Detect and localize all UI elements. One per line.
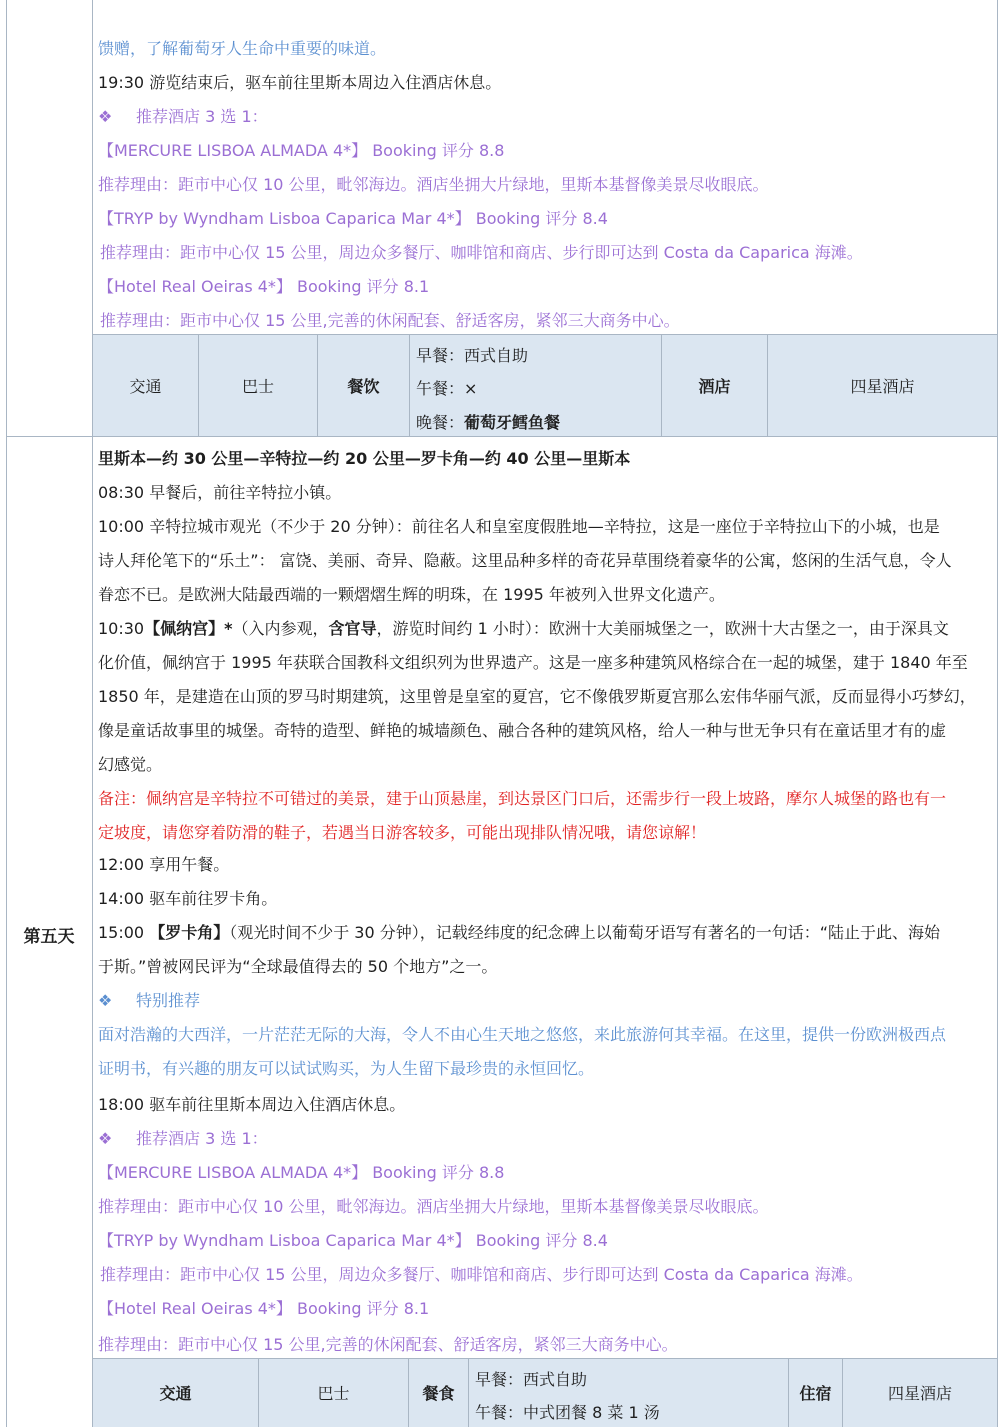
meal-list bbox=[469, 1358, 789, 1427]
hotel-name: 【Hotel Real Oeiras 4*】 Booking 评分 8.1 bbox=[98, 1299, 430, 1318]
text-line: 19:30 游览结束后，驱车前往里斯本周边入住酒店休息。 bbox=[98, 73, 502, 92]
hotel-name: 【MERCURE LISBOA ALMADA 4*】 Booking 评分 8.8 bbox=[98, 1163, 505, 1182]
hotel-reason: 推荐理由：距市中心仅 15 公里,完善的休闲配套、舒适客房，紧邻三大商务中心。 bbox=[100, 311, 680, 330]
text-line: 10:00 辛特拉城市观光（不少于 20 分钟）：前往名人和皇室度假胜地—辛特拉，这是一座位于辛特拉山下的小城，也是 bbox=[98, 517, 940, 536]
text-line: 14:00 驱车前往罗卡角。 bbox=[98, 889, 278, 908]
hotel-recommend-title: ❖ 推荐酒店 3 选 1： bbox=[98, 1129, 268, 1148]
hotel-reason: 推荐理由：距市中心仅 15 公里，周边众多餐厅、咖啡馆和商店、步行即可达到 Costa da Caparica 海滩。 bbox=[100, 1265, 863, 1284]
info-bar bbox=[93, 1358, 997, 1427]
hotel-reason: 推荐理由：距市中心仅 15 公里，周边众多餐厅、咖啡馆和商店、步行即可达到 Costa da Caparica 海滩。 bbox=[100, 243, 863, 262]
row-separator bbox=[6, 436, 998, 437]
lunch: 午餐：中式团餐 8 菜 1 汤 bbox=[475, 1403, 660, 1422]
diamond-bullet-icon: ❖ bbox=[98, 991, 113, 1010]
meal-label: 餐食 bbox=[409, 1358, 469, 1427]
breakfast: 早餐：西式自助 bbox=[416, 346, 529, 365]
text-line: 眷恋不已。是欧洲大陆最西端的一颗熠熠生辉的明珠，在 1995 年被列入世界文化遗产。 bbox=[98, 585, 725, 604]
text-line: 08:30 早餐后，前往辛特拉小镇。 bbox=[98, 483, 342, 502]
diamond-bullet-icon: ❖ bbox=[98, 1129, 113, 1148]
text-line: 馈赠，了解葡萄牙人生命中重要的味道。 bbox=[98, 39, 387, 58]
text-line: 化价值，佩纳宫于 1995 年获联合国教科文组织列为世界遗产。这是一座多种建筑风格综合在一起的城堡，建于 1840 年至 bbox=[98, 653, 968, 672]
hotel-reason: 推荐理由：距市中心仅 10 公里，毗邻海边。酒店坐拥大片绿地，里斯本基督像美景尽收眼底。 bbox=[98, 175, 769, 194]
hotel-recommend-title: ❖ 推荐酒店 3 选 1： bbox=[98, 107, 268, 126]
hotel-name: 【MERCURE LISBOA ALMADA 4*】 Booking 评分 8.8 bbox=[98, 141, 505, 160]
hotel-reason: 推荐理由：距市中心仅 15 公里,完善的休闲配套、舒适客房，紧邻三大商务中心。 bbox=[98, 1335, 678, 1354]
hotel-value: 四星酒店 bbox=[887, 1384, 952, 1403]
special-recommend-title: ❖ 特别推荐 bbox=[98, 991, 201, 1010]
text-line: 12:00 享用午餐。 bbox=[98, 855, 230, 874]
transport-label: 交通 bbox=[93, 1358, 259, 1427]
diamond-bullet-icon: ❖ bbox=[98, 107, 113, 126]
text-line: 18:00 驱车前往里斯本周边入住酒店休息。 bbox=[98, 1095, 406, 1114]
route-title: 里斯本—约 30 公里—辛特拉—约 20 公里—罗卡角—约 40 公里—里斯本 bbox=[98, 449, 631, 468]
hotel-reason: 推荐理由：距市中心仅 10 公里，毗邻海边。酒店坐拥大片绿地，里斯本基督像美景尽收眼底。 bbox=[98, 1197, 769, 1216]
special-line: 面对浩瀚的大西洋，一片茫茫无际的大海，令人不由心生天地之悠悠，来此旅游何其幸福。在这里，提供一份欧洲极西点 bbox=[98, 1025, 947, 1044]
hotel-name: 【TRYP by Wyndham Lisboa Caparica Mar 4*】 Booking 评分 8.4 bbox=[98, 1231, 608, 1250]
hotel-label: 住宿 bbox=[789, 1358, 843, 1427]
special-line: 证明书，有兴趣的朋友可以试试购买，为人生留下最珍贵的永恒回忆。 bbox=[98, 1059, 595, 1078]
meal-label: 餐饮 bbox=[318, 334, 410, 436]
breakfast: 早餐：西式自助 bbox=[475, 1370, 588, 1389]
info-bar bbox=[93, 334, 997, 436]
note-line: 定坡度，请您穿着防滑的鞋子，若遇当日游客较多，可能出现排队情况哦，请您谅解！ bbox=[98, 823, 707, 842]
transport-value: 巴士 bbox=[259, 1358, 409, 1427]
hotel-value: 四星酒店 bbox=[850, 376, 915, 396]
hotel-label: 酒店 bbox=[662, 334, 768, 436]
meal-list bbox=[410, 334, 662, 436]
text-line: 于斯。”曾被网民评为“全球最值得去的 50 个地方”之一。 bbox=[98, 957, 498, 976]
text-line: 幻感觉。 bbox=[98, 755, 163, 774]
day-label: 第五天 bbox=[23, 927, 75, 947]
transport-value: 巴士 bbox=[199, 334, 318, 436]
pena-palace-line: 10:30【佩纳宫】*（入内参观，含官导，游览时间约 1 小时）：欧洲十大美丽城堡之一，欧洲十大古堡之一，由于深具文 bbox=[98, 619, 949, 638]
transport-label: 交通 bbox=[93, 334, 199, 436]
text-line: 1850 年，是建造在山顶的罗马时期建筑，这里曾是皇室的夏宫，它不像俄罗斯夏宫那么宏伟华丽气派，反而显得小巧梦幻， bbox=[98, 687, 976, 706]
hotel-name: 【Hotel Real Oeiras 4*】 Booking 评分 8.1 bbox=[98, 277, 430, 296]
note-line: 备注：佩纳宫是辛特拉不可错过的美景，建于山顶悬崖，到达景区门口后，还需步行一段上坡路，摩尔人城堡的路也有一 bbox=[98, 789, 947, 808]
dinner: 晚餐：葡萄牙鳕鱼餐 bbox=[416, 413, 561, 432]
roca-line: 15:00 【罗卡角】（观光时间不少于 30 分钟），记载经纬度的纪念碑上以葡萄牙语写有著名的一句话：“陆止于此、海始 bbox=[98, 923, 941, 942]
text-line: 诗人拜伦笔下的“乐土”： 富饶、美丽、奇异、隐蔽。这里品种多样的奇花异草围绕着豪华的公寓，悠闲的生活气息，令人 bbox=[98, 551, 952, 570]
hotel-name: 【TRYP by Wyndham Lisboa Caparica Mar 4*】 Booking 评分 8.4 bbox=[98, 209, 608, 228]
day-column-divider bbox=[92, 0, 93, 1427]
lunch: 午餐：× bbox=[416, 379, 478, 398]
text-line: 像是童话故事里的城堡。奇特的造型、鲜艳的城墙颜色、融合各种的建筑风格，给人一种与世无争只有在童话里才有的虚 bbox=[98, 721, 947, 740]
